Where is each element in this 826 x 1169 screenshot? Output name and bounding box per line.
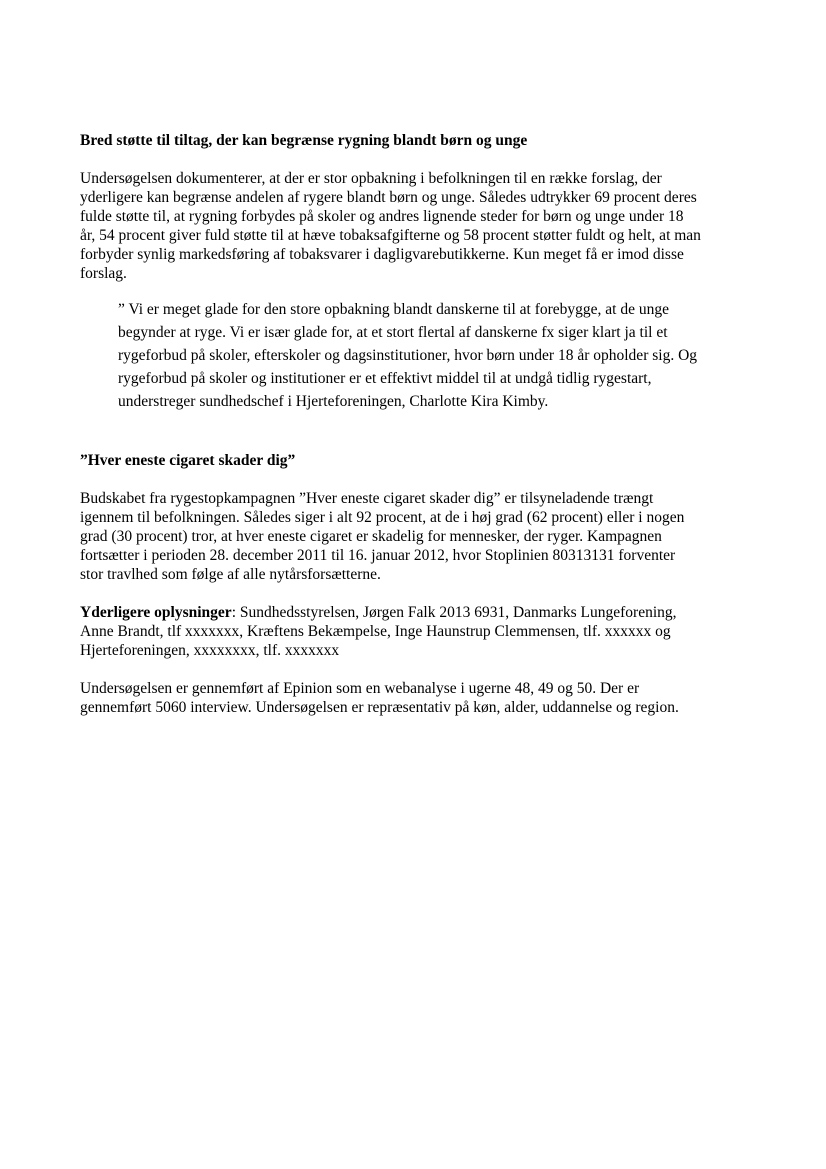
paragraph-survey-support: [80, 169, 760, 283]
text-line: gennemført 5060 interview. Undersøgelsen er repræsentativ på køn, alder, uddannelse og region.: [80, 699, 679, 716]
text-line: stor travlhed som følge af alle nytårsforsætterne.: [80, 566, 381, 583]
text-line: yderligere kan begrænse andelen af rygere blandt børn og unge. Således udtrykker 69 procent deres: [80, 189, 697, 206]
text-line: grad (30 procent) tror, at hver eneste cigaret er skadelig for mennesker, der ryger. Kampagnen: [80, 528, 662, 545]
paragraph-campaign: [80, 489, 760, 584]
quote-block: [118, 298, 760, 413]
paragraph-method: [80, 679, 760, 717]
quote-line: rygeforbud på skoler, efterskoler og dagsinstitutioner, hvor børn under 18 år opholder sig. Og: [118, 347, 698, 364]
quote-line: ” Vi er meget glade for den store opbakning blandt danskerne til at forebygge, at de unge: [118, 301, 669, 318]
quote-line: begynder at ryge. Vi er især glade for, at et stort flertal af danskerne fx siger klart ja til et: [118, 324, 668, 341]
quote-line: rygeforbud på skoler og institutioner er et effektivt middel til at undgå tidlig rygestart,: [118, 370, 652, 387]
contacts-line1: : Sundhedsstyrelsen, Jørgen Falk 2013 6931, Danmarks Lungeforening,: [231, 604, 677, 621]
contacts-line3: Hjerteforeningen, xxxxxxxx, tlf. xxxxxxx: [80, 642, 340, 659]
text-line: [80, 603, 760, 622]
text-line: fulde støtte til, at rygning forbydes på skoler og andres lignende steder for børn og unge under 18: [80, 208, 684, 225]
text-line: Budskabet fra rygestopkampagnen ”Hver eneste cigaret skader dig” er tilsyneladende trængt: [80, 490, 654, 507]
text-line: år, 54 procent giver fuld støtte til at hæve tobaksafgifterne og 58 procent støtter fuldt og helt, at man: [80, 227, 701, 244]
contacts-label: Yderligere oplysninger: [80, 604, 232, 621]
document-page: [80, 131, 760, 717]
section-heading-campaign: ”Hver eneste cigaret skader dig”: [80, 452, 296, 469]
text-line: Undersøgelsen er gennemført af Epinion som en webanalyse i ugerne 48, 49 og 50. Der er: [80, 680, 640, 697]
text-line: igennem til befolkningen. Således siger i alt 92 procent, at de i høj grad (62 procent) eller i nogen: [80, 509, 685, 526]
text-line: fortsætter i perioden 28. december 2011 til 16. januar 2012, hvor Stoplinien 80313131 forventer: [80, 547, 676, 564]
text-line: forslag.: [80, 265, 127, 282]
text-line: forbyder synlig markedsføring af tobaksvarer i dagligvarebutikkerne. Kun meget få er imod disse: [80, 246, 684, 263]
contacts-line2: Anne Brandt, tlf xxxxxxx, Kræftens Bekæmpelse, Inge Haunstrup Clemmensen, tlf. xxxxxx og: [80, 623, 671, 640]
paragraph-contacts: [80, 603, 760, 660]
text-line: Undersøgelsen dokumenterer, at der er stor opbakning i befolkningen til en række forslag, der: [80, 170, 662, 187]
quote-line: understreger sundhedschef i Hjerteforeningen, Charlotte Kira Kimby.: [118, 393, 549, 410]
section-heading-support: Bred støtte til tiltag, der kan begrænse rygning blandt børn og unge: [80, 132, 528, 149]
